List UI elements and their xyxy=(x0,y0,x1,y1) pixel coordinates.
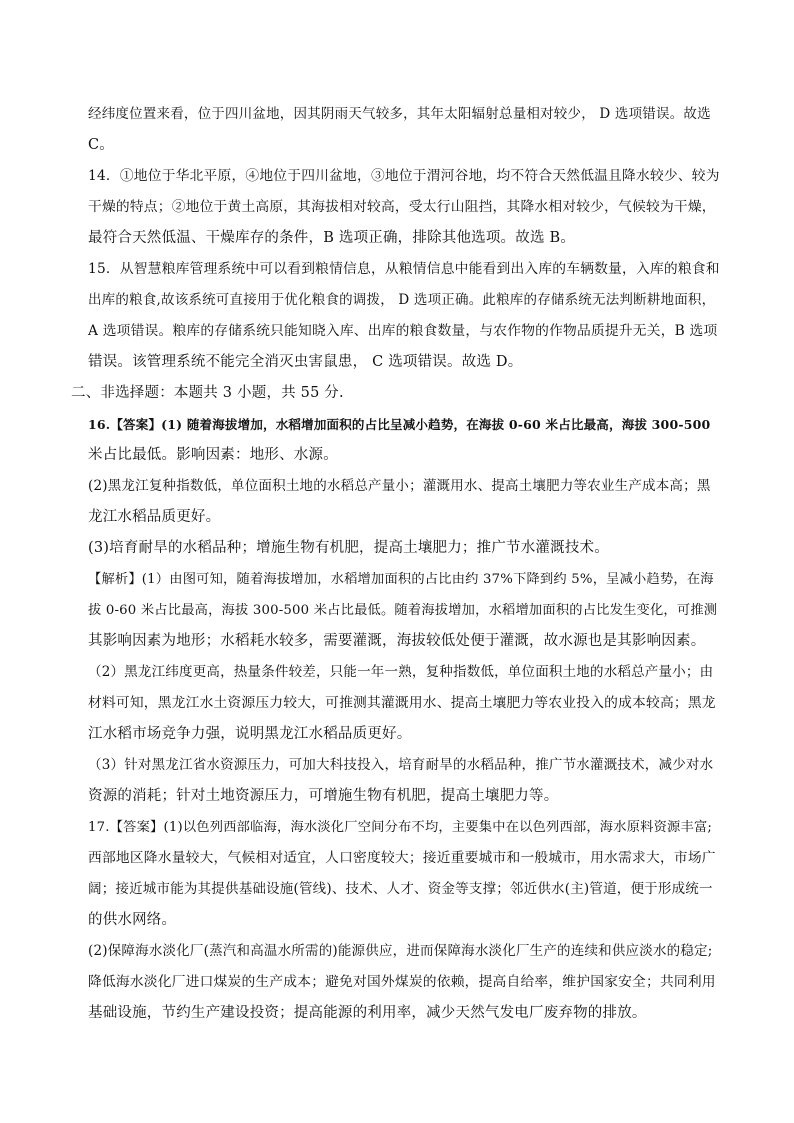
text-line: 江水稻市场竞争力强，说明黑龙江水稻品质更好。 xyxy=(88,726,412,742)
text-line: 其影响因素为地形；水稻耗水较多，需要灌溉，海拔较低处便于灌溉，故水源也是其影响因素。 xyxy=(88,633,706,649)
text-line: 干燥的特点；②地位于黄土高原，其海拔相对较高，受太行山阻挡，其降水相对较少，气候较为干燥， xyxy=(88,199,716,215)
text-line: 【解析】(1）由图可知，随着海拔增加，水稻增加面积的占比由约 37%下降到约 5%，呈减小趋势，在海 xyxy=(88,572,714,587)
text-line: 米占比最低。影响因素：地形、水源。 xyxy=(88,447,338,463)
text-line: 基础设施，节约生产建设投资；提高能源的利用率，减少天然气发电厂废弃物的排放。 xyxy=(88,1005,647,1021)
text-line: 15．从智慧粮库管理系统中可以看到粮情信息，从粮情信息中能看到出入库的车辆数量，入库的粮食和 xyxy=(88,261,720,277)
text-line: 的供水网络。 xyxy=(88,912,177,928)
q17-answer-1 xyxy=(88,812,720,936)
text-line: 材料可知，黑龙江水土资源压力较大，可推测其灌溉用水、提高土壤肥力等农业投入的成本较高；黑龙 xyxy=(88,695,716,711)
text-line: （2）黑龙江纬度更高，热量条件较差，只能一年一熟，复种指数低，单位面积土地的水稻总产量小；由 xyxy=(88,664,714,680)
q14-explanation xyxy=(88,161,720,254)
text-line: (2)黑龙江复种指数低，单位面积土地的水稻总产量小；灌溉用水、提高土壤肥力等农业生产成本高；黑 xyxy=(88,478,711,494)
text-line: 经纬度位置来看，位于四川盆地，因其阴雨天气较多，其年太阳辐射总量相对较少， D 选项错误。故选 xyxy=(88,106,711,122)
text-line: 资源的消耗；针对土地资源压力，可增施生物有机肥，提高土壤肥力等。 xyxy=(88,788,559,804)
text-line: C。 xyxy=(88,137,114,153)
text-line: 最符合天然低温、干燥库存的条件，B 选项正确，排除其他选项。故选 B。 xyxy=(88,230,576,246)
text-line: 14．①地位于华北平原，④地位于四川盆地，③地位于渭河谷地，均不符合天然低温且降水较少、较为 xyxy=(88,168,720,184)
q16-analysis-2 xyxy=(88,657,720,750)
q13-explanation-continued xyxy=(88,99,720,161)
text-line: 17.【答案】(1)以色列西部临海，海水淡化厂空间分布不均，主要集中在以色列西部，海水原料资源丰富; xyxy=(88,820,713,835)
q17-answer-2 xyxy=(88,936,720,1029)
q15-explanation xyxy=(88,254,720,378)
text-line: 16.【答案】(1) 随着海拔增加，水稻增加面积的占比呈减小趋势，在海拔 0-60 米占比最高，海拔 300-500 xyxy=(88,417,711,432)
q16-analysis-1 xyxy=(88,564,720,657)
text-line: 错误。该管理系统不能完全消灭虫害鼠患， C 选项错误。故选 D。 xyxy=(88,354,523,370)
text-line: (3)培育耐旱的水稻品种；增施生物有机肥，提高土壤肥力；推广节水灌溉技术。 xyxy=(88,540,609,556)
section-heading-nonchoice xyxy=(71,378,703,409)
q16-answer-1 xyxy=(88,409,720,471)
q16-answer-3 xyxy=(88,533,720,564)
text-line: (2)保障海水淡化厂(蒸汽和高温水所需的)能源供应，进而保障海水淡化厂生产的连续和供应淡水的稳定; xyxy=(88,943,713,959)
text-line: 出库的粮食,故该系统可直接用于优化粮食的调拨， D 选项正确。此粮库的存储系统无法判断耕地面积， xyxy=(88,292,716,308)
text-line: 阔；接近城市能为其提供基础设施(管线)、技术、人才、资金等支撑；邻近供水(主)管道，便于形成统一 xyxy=(88,881,713,897)
text-line: A 选项错误。粮库的存储系统只能知晓入库、出库的粮食数量，与农作物的作物品质提升无关，B 选项 xyxy=(88,323,718,339)
text-line: 龙江水稻品质更好。 xyxy=(88,509,221,525)
text-line: 拔 0-60 米占比最高，海拔 300-500 米占比最低。随着海拔增加，水稻增加面积的占比发生变化，可推测 xyxy=(88,603,718,618)
section-title: 二、非选择题：本题共 3 小题，共 55 分. xyxy=(71,385,344,401)
q16-answer-2 xyxy=(88,471,720,533)
q16-analysis-3 xyxy=(88,750,720,812)
text-line: 降低海水淡化厂进口煤炭的生产成本；避免对国外煤炭的依赖，提高自给率，维护国家安全；共同利用 xyxy=(88,974,716,990)
text-line: 西部地区降水量较大，气候相对适宜，人口密度较大；接近重要城市和一般城市，用水需求大，市场广 xyxy=(88,850,716,866)
text-line: （3）针对黑龙江省水资源压力，可加大科技投入，培育耐旱的水稻品种，推广节水灌溉技术，减少对水 xyxy=(88,757,714,773)
